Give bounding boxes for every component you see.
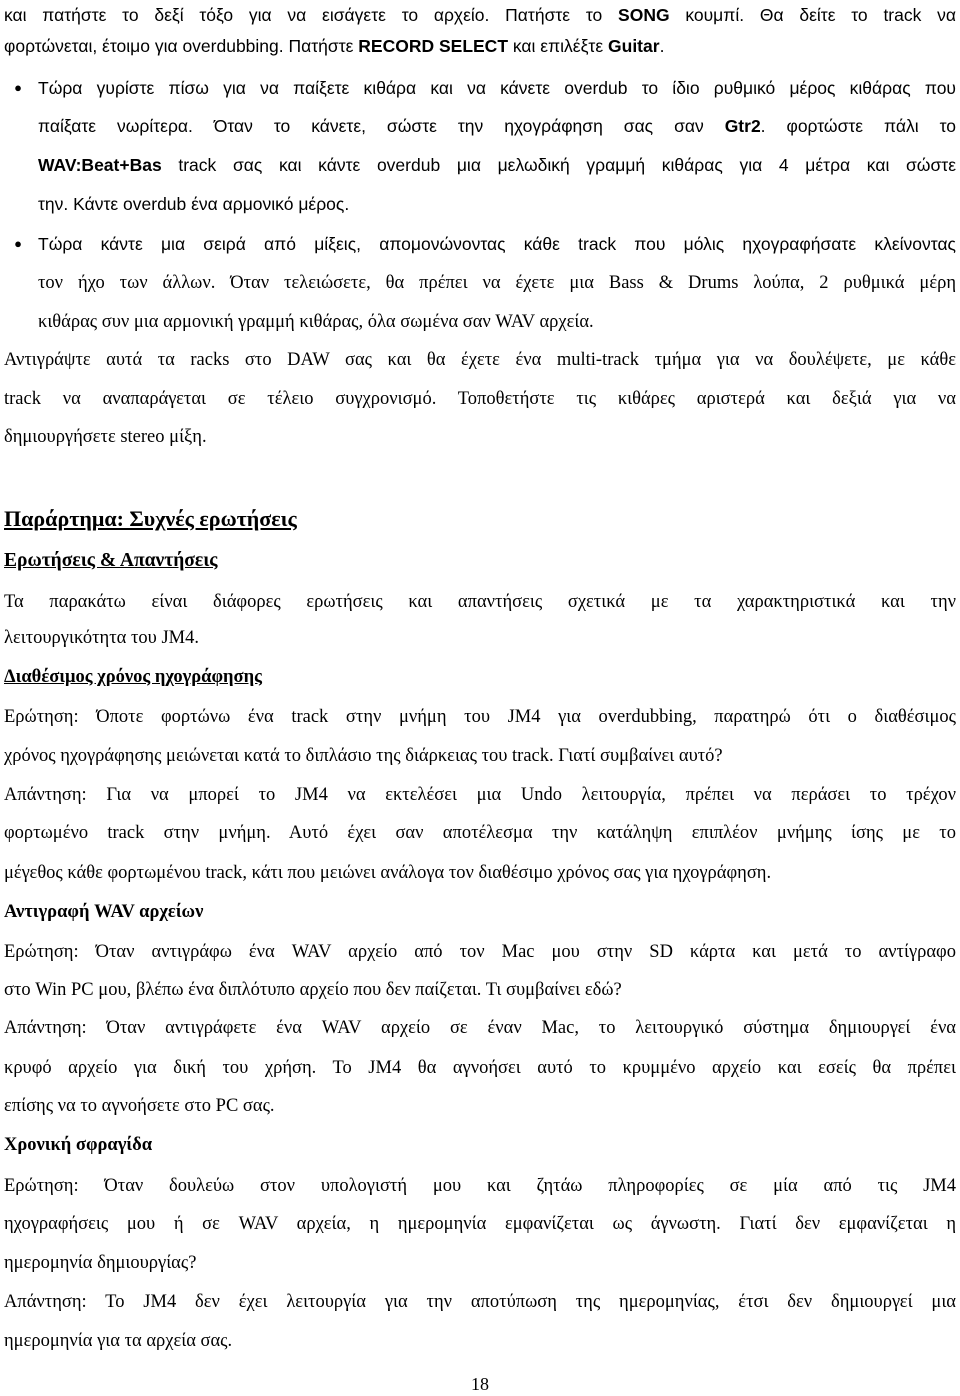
text-line: WAV:Beat+Bas track σας και κάντε overdub μια μελωδική γραμμή κιθάρας για 4 μέτρα και σώστε bbox=[38, 155, 956, 175]
question-line: Ερώτηση: Όταν αντιγράφω ένα WAV αρχείο από τον Mac μου στην SD κάρτα και μετά το αντίγραφο bbox=[4, 942, 956, 962]
text-line: φορτώνεται, έτοιμο για overdubbing. Πατήστε RECORD SELECT και επιλέξτε Guitar. bbox=[4, 36, 665, 56]
question-line: στο Win PC μου, βλέπω ένα διπλότυπο αρχείο που δεν παίζεται. Τι συμβαίνει εδώ? bbox=[4, 980, 622, 1000]
bullet-icon: ● bbox=[14, 80, 22, 95]
bullet-icon: ● bbox=[14, 236, 22, 251]
question-line: Ερώτηση: Όποτε φορτώνω ένα track στην μνήμη του JM4 για overdubbing, παρατηρώ ότι ο διαθέσιμος bbox=[4, 707, 956, 727]
question-line: Ερώτηση: Όταν δουλεύω στον υπολογιστή μου και ζητάω πληροφορίες σε μία από τις JM4 bbox=[4, 1176, 956, 1196]
answer-line: Απάντηση: Όταν αντιγράφετε ένα WAV αρχείο σε έναν Mac, το λειτουργικό σύστημα δημιουργεί ένα bbox=[4, 1018, 956, 1038]
answer-line: μέγεθος κάθε φορτωμένου track, κάτι που μειώνει ανάλογα τον διαθέσιμο χρόνος σας για ηχογράφηση. bbox=[4, 863, 772, 883]
answer-line: Απάντηση: Για να μπορεί το JM4 να εκτελέσει μια Undo λειτουργία, πρέπει να περάσει το τρέχον bbox=[4, 785, 956, 805]
text-line: Τώρα κάντε μια σειρά από μίξεις, απομονώνοντας κάθε track που μόλις ηχογραφήσατε κλείνοντας bbox=[38, 234, 956, 254]
text-line: τον ήχο των άλλων. Όταν τελειώσετε, θα πρέπει να έχετε μια Bass & Drums λούπα, 2 ρυθμικά μέρη bbox=[38, 273, 956, 293]
answer-line: Απάντηση: Το JM4 δεν έχει λειτουργία για την αποτύπωση της ημερομηνίας, έτσι δεν δημιουργεί μια bbox=[4, 1292, 956, 1312]
answer-line: φορτωμένο track στην μνήμη. Αυτό έχει σαν αποτέλεσμα την κατάληψη επιπλέον μνήμης ίσης με το bbox=[4, 823, 956, 843]
page-number: 18 bbox=[471, 1374, 489, 1394]
text-line: κιθάρας συν μια αρμονική γραμμή κιθάρας, όλα σωμένα σαν WAV αρχεία. bbox=[38, 312, 594, 332]
text-line: την. Κάντε overdub ένα αρμονικό μέρος. bbox=[38, 194, 350, 214]
text-line: λειτουργικότητα του JM4. bbox=[4, 628, 199, 648]
qa-title: Ερωτήσεις & Απαντήσεις bbox=[4, 550, 218, 571]
section-title: Διαθέσιμος χρόνος ηχογράφησης bbox=[4, 667, 262, 687]
answer-line: κρυφό αρχείο για δική του χρήση. Το JM4 θα αγνοήσει αυτό το κρυμμένο αρχείο και εσείς θα πρέπει bbox=[4, 1058, 956, 1078]
text-line: Αντιγράψτε αυτά τα racks στο DAW σας και θα έχετε ένα multi-track τμήμα για να δουλέψετε, με κάθε bbox=[4, 350, 956, 370]
section-title: Αντιγραφή WAV αρχείων bbox=[4, 902, 204, 922]
appendix-title: Παράρτημα: Συχνές ερωτήσεις bbox=[4, 506, 297, 531]
text-line: δημιουργήσετε stereo μίξη. bbox=[4, 427, 207, 447]
section-title: Χρονική σφραγίδα bbox=[4, 1135, 153, 1155]
text-line: παίξατε νωρίτερα. Όταν το κάνετε, σώστε την ηχογράφηση σας σαν Gtr2. φορτώστε πάλι το bbox=[38, 116, 956, 136]
text-line: Τα παρακάτω είναι διάφορες ερωτήσεις και απαντήσεις σχετικά με τα χαρακτηριστικά και την bbox=[4, 592, 956, 612]
answer-line: επίσης να το αγνοήσετε στο PC σας. bbox=[4, 1096, 275, 1116]
question-line: ηχογραφήσεις μου ή σε WAV αρχεία, η ημερομηνία εμφανίζεται ως άγνωστη. Γιατί δεν εμφανίζεται η bbox=[4, 1214, 956, 1234]
text-line: και πατήστε το δεξί τόξο για να εισάγετε το αρχείο. Πατήστε το SONG κουμπί. Θα δείτε το track να bbox=[4, 5, 956, 25]
text-line: track να αναπαράγεται σε τέλειο συγχρονισμό. Τοποθετήστε τις κιθάρες αριστερά και δεξιά για να bbox=[4, 389, 956, 409]
text-line: Τώρα γυρίστε πίσω για να παίξετε κιθάρα και να κάνετε overdub το ίδιο ρυθμικό μέρος κιθάρας που bbox=[38, 78, 956, 98]
answer-line: ημερομηνία για τα αρχεία σας. bbox=[4, 1331, 233, 1351]
question-line: ημερομηνία δημιουργίας? bbox=[4, 1253, 197, 1273]
question-line: χρόνος ηχογράφησης μειώνεται κατά το διπλάσιο της διάρκειας του track. Γιατί συμβαίνει αυτό? bbox=[4, 746, 723, 766]
